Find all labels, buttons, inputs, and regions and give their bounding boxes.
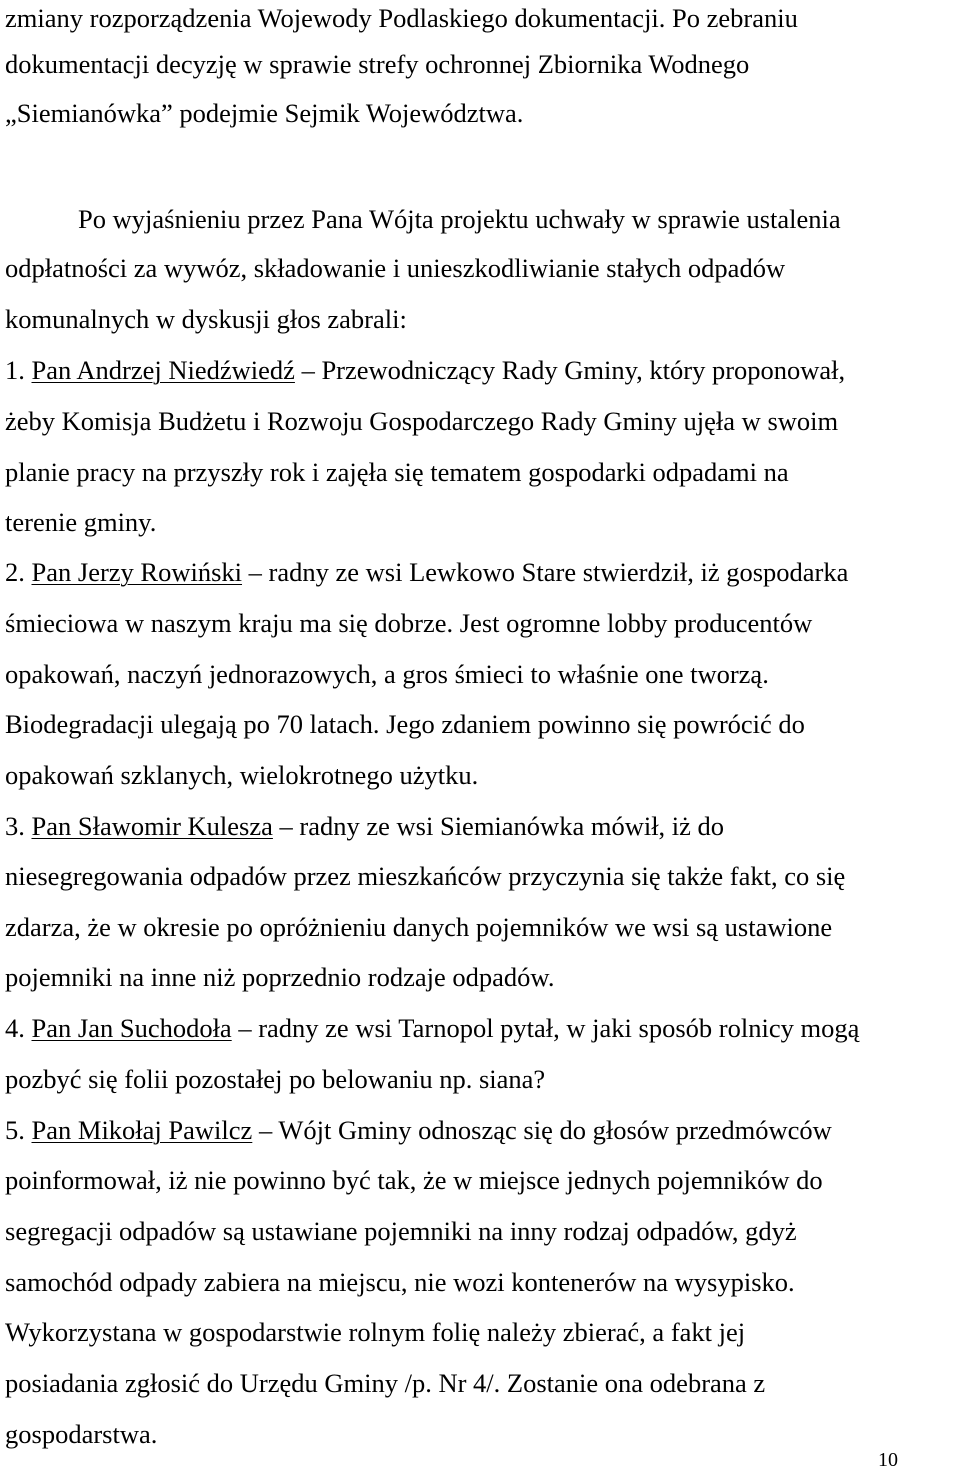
list-item-first-line [5, 1012, 859, 1044]
list-item-line: pojemniki na inne niż poprzednio rodzaje odpadów. [5, 962, 555, 992]
item-number: 1. [5, 355, 25, 385]
item-number: 4. [5, 1013, 25, 1043]
item-number: 2. [5, 557, 25, 587]
list-item-line: Wykorzystana w gospodarstwie rolnym folię należy zbierać, a fakt jej [5, 1317, 746, 1347]
list-item-first-line [5, 1114, 832, 1146]
list-item-line: posiadania zgłosić do Urzędu Gminy /p. Nr 4/. Zostanie ona odebrana z [5, 1368, 766, 1398]
list-item-first-line [5, 810, 724, 842]
list-item-line: żeby Komisja Budżetu i Rozwoju Gospodarczego Rady Gminy ujęła w swoim [5, 406, 839, 436]
list-item-line: planie pracy na przyszły rok i zajęła się tematem gospodarki odpadami na [5, 457, 789, 487]
paragraph-line: komunalnych w dyskusji głos zabrali: [5, 304, 407, 334]
speaker-name: Pan Jan Suchodoła [31, 1013, 232, 1043]
page-number: 10 [878, 1449, 898, 1471]
item-number: 3. [5, 811, 25, 841]
item-text: – radny ze wsi Lewkowo Stare stwierdził, iż gospodarka [242, 557, 849, 587]
item-number: 5. [5, 1115, 25, 1145]
list-item-line: poinformował, iż nie powinno być tak, że w miejsce jednych pojemników do [5, 1165, 823, 1195]
list-item-line: śmieciowa w naszym kraju ma się dobrze. Jest ogromne lobby producentów [5, 608, 813, 638]
list-item-line: pozbyć się folii pozostałej po belowaniu np. siana? [5, 1064, 546, 1094]
speaker-name: Pan Sławomir Kulesza [31, 811, 273, 841]
item-text: – Wójt Gminy odnosząc się do głosów przedmówców [252, 1115, 832, 1145]
list-item-first-line [5, 354, 845, 386]
list-item-line: opakowań, naczyń jednorazowych, a gros śmieci to właśnie one tworzą. [5, 659, 769, 689]
paragraph-line: „Siemianówka” podejmie Sejmik Województwa. [5, 98, 524, 128]
item-text: – radny ze wsi Tarnopol pytał, w jaki sposób rolnicy mogą [231, 1013, 860, 1043]
paragraph-line: Po wyjaśnieniu przez Pana Wójta projektu uchwały w sprawie ustalenia [78, 204, 841, 234]
list-item-line: gospodarstwa. [5, 1419, 158, 1449]
paragraph-line: dokumentacji decyzję w sprawie strefy ochronnej Zbiornika Wodnego [5, 49, 750, 79]
list-item-line: Biodegradacji ulegają po 70 latach. Jego zdaniem powinno się powrócić do [5, 709, 805, 739]
item-text: – radny ze wsi Siemianówka mówił, iż do [272, 811, 725, 841]
paragraph-line: odpłatności za wywóz, składowanie i unieszkodliwianie stałych odpadów [5, 253, 786, 283]
item-text: – Przewodniczący Rady Gminy, który proponował, [294, 355, 846, 385]
speaker-name: Pan Andrzej Niedźwiedź [31, 355, 295, 385]
list-item-line: terenie gminy. [5, 507, 157, 537]
list-item-first-line [5, 556, 848, 588]
list-item-line: zdarza, że w okresie po opróżnieniu danych pojemników we wsi są ustawione [5, 912, 833, 942]
paragraph-line: zmiany rozporządzenia Wojewody Podlaskiego dokumentacji. Po zebraniu [5, 3, 798, 33]
speaker-name: Pan Mikołaj Pawilcz [31, 1115, 253, 1145]
list-item-line: samochód odpady zabiera na miejscu, nie wozi kontenerów na wysypisko. [5, 1267, 795, 1297]
speaker-name: Pan Jerzy Rowiński [31, 557, 243, 587]
list-item-line: niesegregowania odpadów przez mieszkańców przyczynia się także fakt, co się [5, 861, 846, 891]
list-item-line: opakowań szklanych, wielokrotnego użytku. [5, 760, 479, 790]
list-item-line: segregacji odpadów są ustawiane pojemniki na inny rodzaj odpadów, gdyż [5, 1216, 797, 1246]
